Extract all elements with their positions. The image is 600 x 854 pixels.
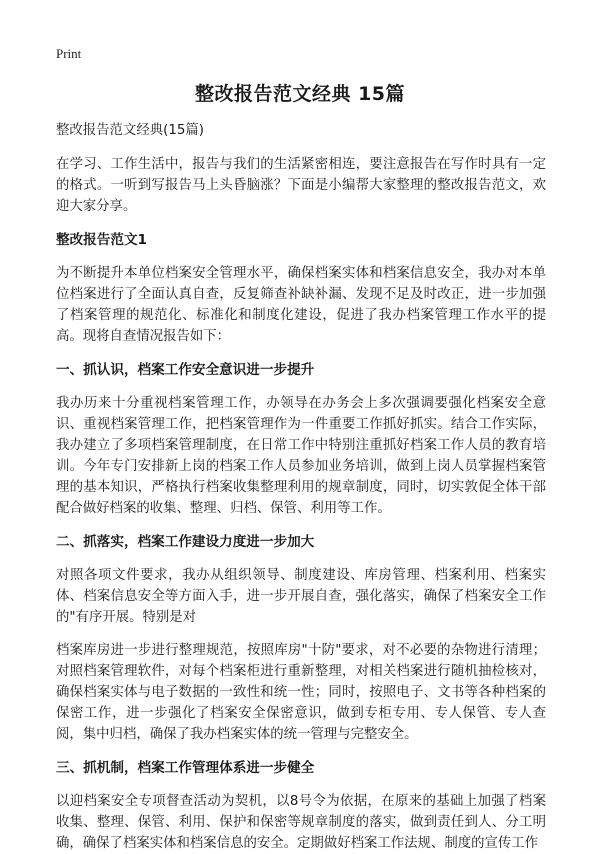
page-title: 整改报告范文经典 15篇 xyxy=(194,83,406,105)
subsection-paragraph-awareness: 我办历来十分重视档案管理工作，办领导在办务会上多次强调要强化档案安全意识、重视档案管理工作，把档案管理作为一件重要工作抓好抓实。结合工作实际，我办建立了多项档案管理制度，在日常工作中特别注重抓好档案工作人员的教育培训。今年专门安排新上岗的档案工作人员参加业务培训，做到上岗人员掌握档案管理的基本知识，严格执行档案收集整理利用的规章制度，同时，切实敦促全体干部配合做好档案的收集、整理、归档、保管、利用等工作。 xyxy=(56,396,546,516)
article-subtitle: 整改报告范文经典(15篇) xyxy=(56,123,205,138)
subsection-paragraph-mechanism: 以迎档案安全专项督查活动为契机，以8号令为依据，在原来的基础上加强了档案收集、整理、保管、利用、保护和保密等规章制度的落实，做到责任到人、分工明确，确保了档案实体和档案信息的安全。定期做好档案工作法规、制度的宣传工作 xyxy=(56,794,546,851)
print-link[interactable]: Print xyxy=(56,46,82,61)
subsection-paragraph-implementation-a: 对照各项文件要求，我办从组织领导、制度建设、库房管理、档案利用、档案实体、档案信息安全等方面入手，进一步开展自查，强化落实，确保了档案安全工作的"有序开展。特别是对 xyxy=(56,568,546,625)
subsection-paragraph-implementation-b: 档案库房进一步进行整理规范，按照库房"十防"要求，对不必要的杂物进行清理；对照档案管理软件，对每个档案柜进行重新整理，对相关档案进行随机抽检核对，确保档案实体与电子数据的一致性和统一性；同时，按照电子、文书等各种档案的保密工作，进一步强化了档案安全保密意识，做到专柜专用、专人保管、专人查阅，集中归档，确保了我办档案实体的统一管理与完整安全。 xyxy=(56,643,546,742)
subsection-heading-mechanism: 三、抓机制，档案工作管理体系进一步健全 xyxy=(56,760,315,776)
section-heading-1: 整改报告范文1 xyxy=(56,232,148,248)
subsection-heading-awareness: 一、抓认识，档案工作安全意识进一步提升 xyxy=(56,362,315,378)
article-body xyxy=(56,120,546,854)
subsection-heading-implementation: 二、抓落实，档案工作建设力度进一步加大 xyxy=(56,534,315,550)
section-paragraph-overview: 为不断提升本单位档案安全管理水平，确保档案实体和档案信息安全，我办对本单位档案进行了全面认真自查，反复筛查补缺补漏、发现不足及时改正，进一步加强了档案管理的规范化、标准化和制度化建设，促进了我办档案管理工作水平的提高。现将自查情况报告如下： xyxy=(56,266,546,344)
intro-paragraph: 在学习、工作生活中，报告与我们的生活紧密相连，要注意报告在写作时具有一定的格式。一听到写报告马上头昏脑涨？下面是小编帮大家整理的整改报告范文，欢迎大家分享。 xyxy=(56,157,546,214)
